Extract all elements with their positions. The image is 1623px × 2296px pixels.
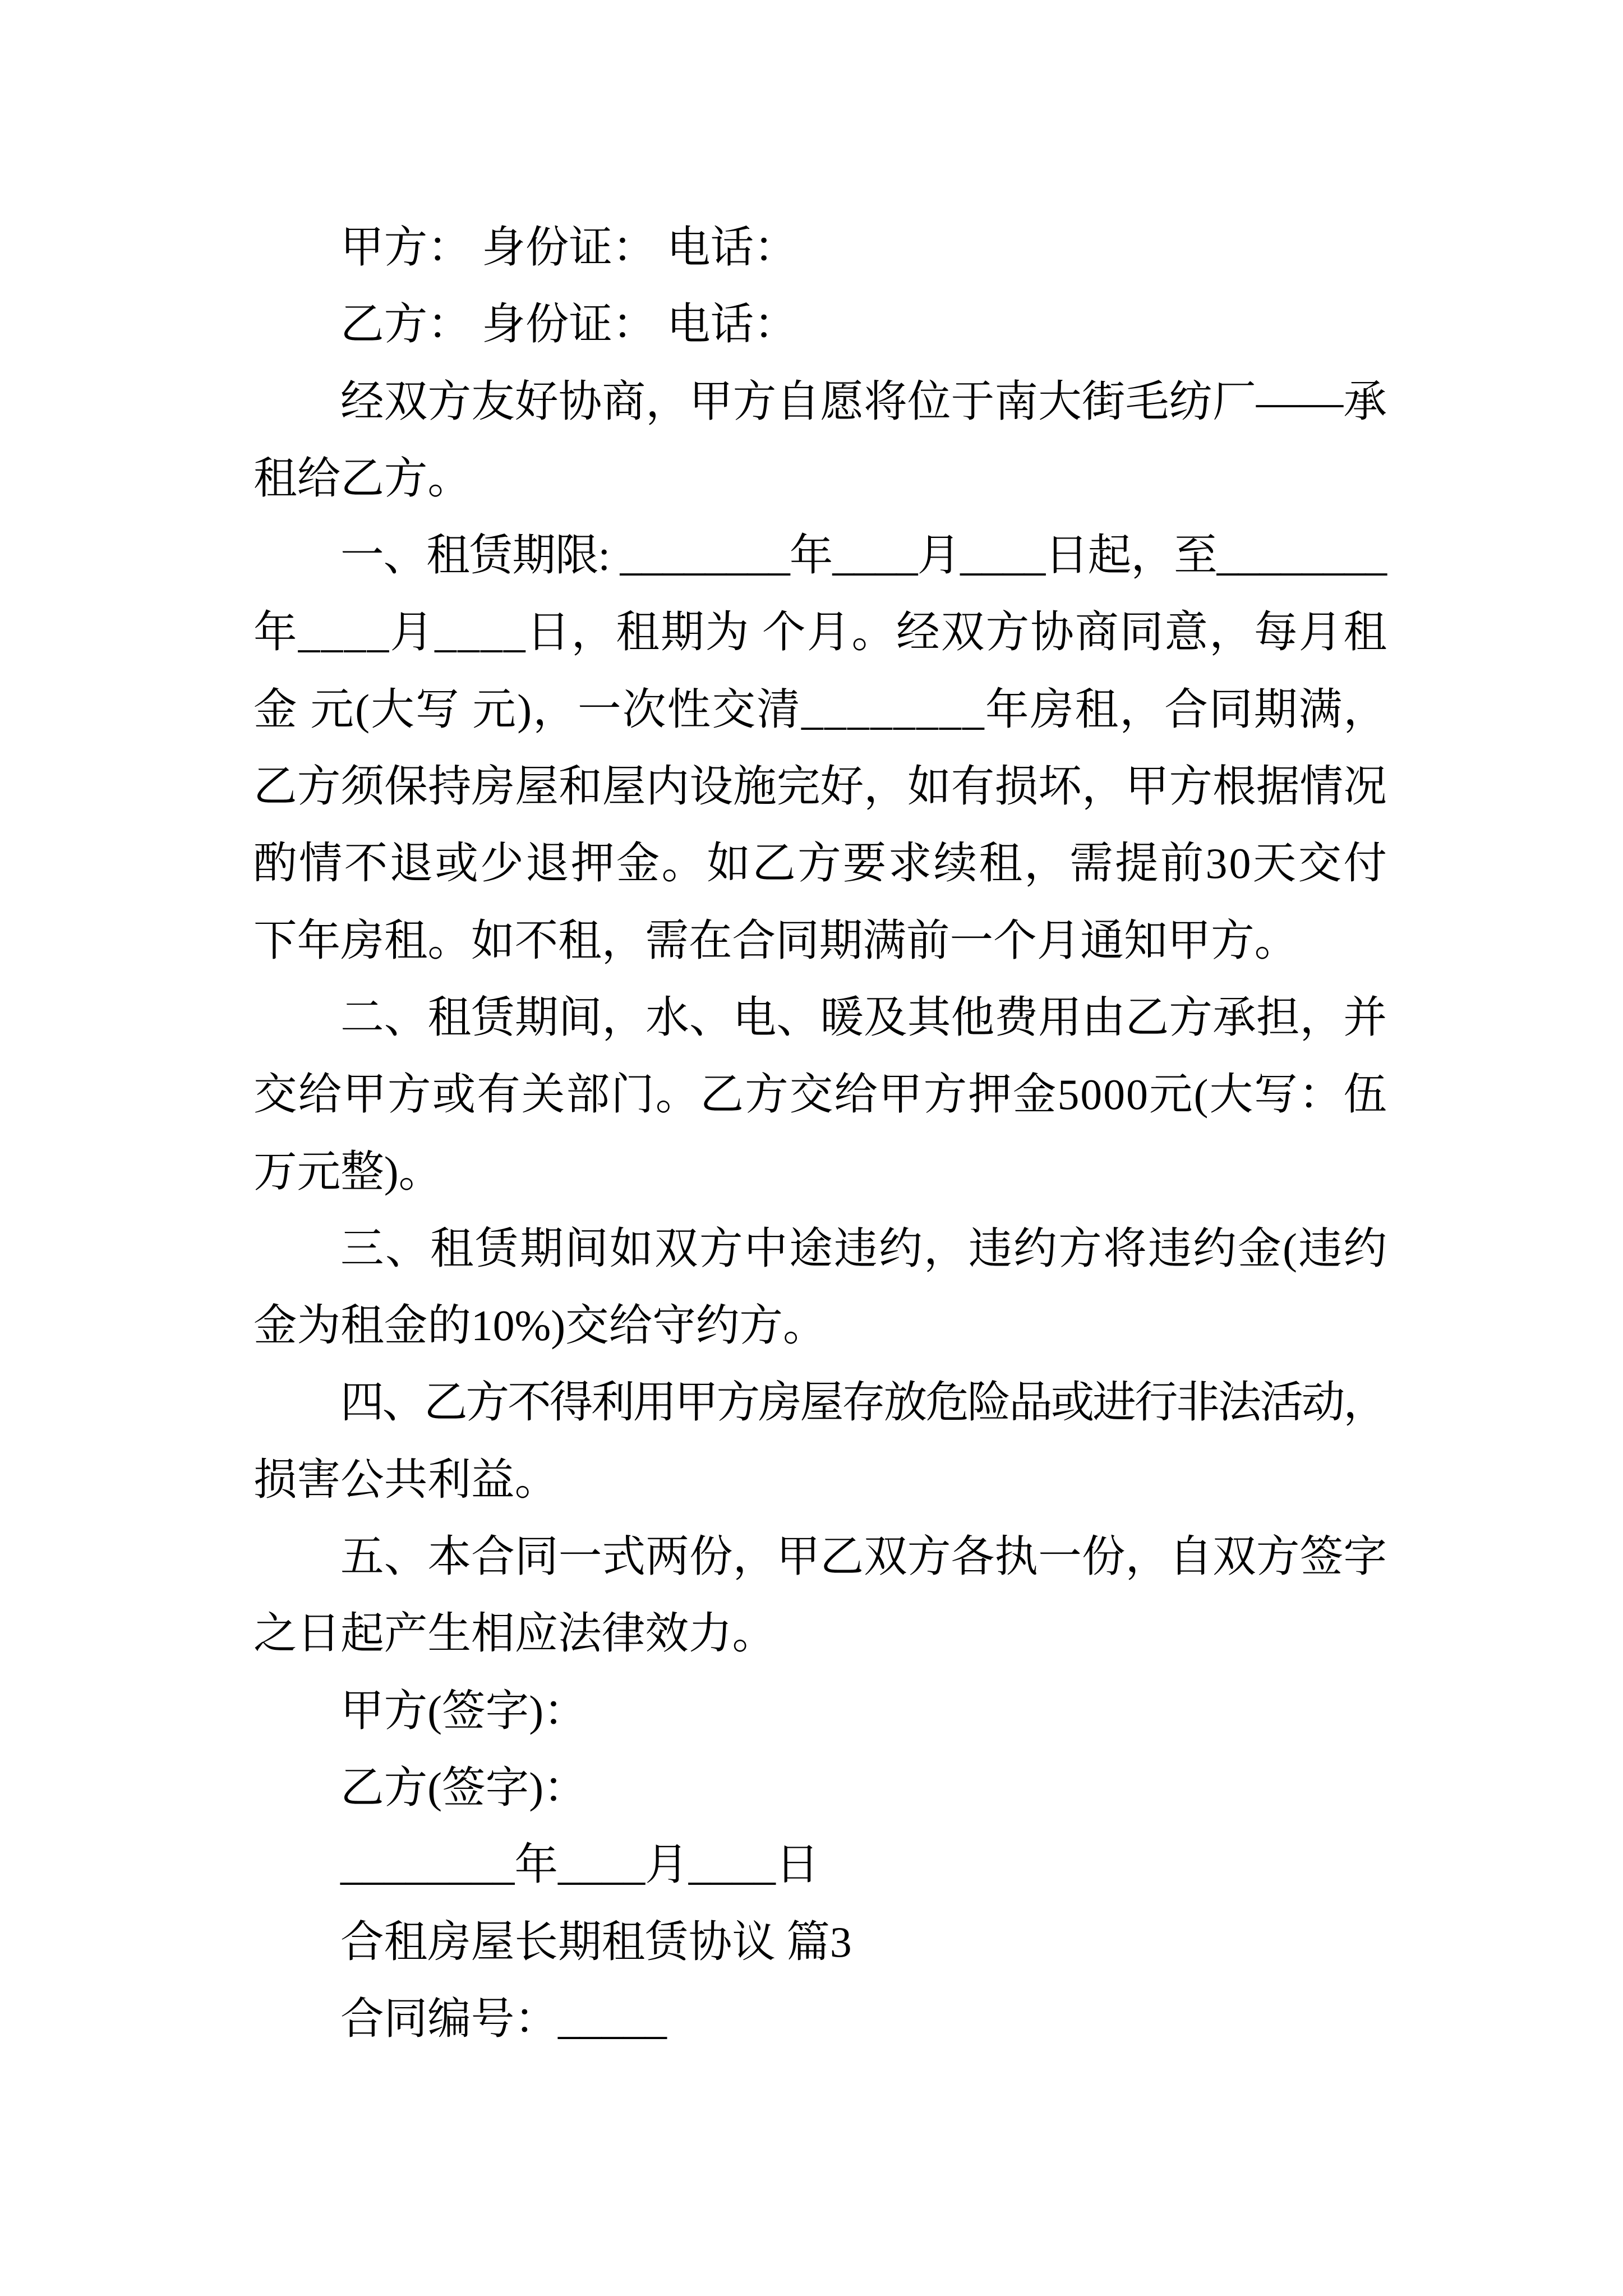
clause-5-line: 之日起产生相应法律效力。 — [253, 1609, 776, 1658]
clause-1-line: 金 元(大写 元)，一次性交清________年房租，合同期满， — [253, 685, 1389, 734]
party-b-line: 乙方： 身份证： 电话： — [340, 300, 797, 349]
document-page — [253, 209, 1387, 2058]
clause-1-lease-term — [253, 517, 1387, 979]
clause-1-line: 下年房租。如不租，需在合同期满前一个月通知甲方。 — [253, 916, 1298, 965]
clause-1-line: 年____月____日，租期为 个月。经双方协商同意，每月租 — [253, 608, 1389, 657]
clause-3-line: 三、租赁期间如双方中途违约，违约方将违约金(违约 — [340, 1224, 1389, 1273]
clause-2-fees-deposit — [253, 979, 1387, 1211]
intro-line: 经双方友好协商，甲方自愿将位于南大街毛纺厂——承 — [340, 377, 1387, 426]
clause-2-line: 二、租赁期间，水、电、暖及其他费用由乙方承担，并 — [340, 993, 1387, 1042]
intro-line: 租给乙方。 — [253, 454, 471, 503]
clause-4-line: 损害公共利益。 — [253, 1455, 559, 1504]
intro-paragraph — [253, 364, 1387, 518]
section-title: 合租房屋长期租赁协议 篇3 — [340, 1917, 852, 1966]
signing-date: ________年____月____日 — [340, 1841, 819, 1889]
clause-1-line: 一、租赁期限: ________年____月____日起，至________ — [340, 531, 1386, 580]
clause-2-line: 交给甲方或有关部门。乙方交给甲方押金5000元(大写：伍 — [253, 1070, 1389, 1119]
clause-5-line: 五、本合同一式两份，甲乙双方各执一份，自双方签字 — [340, 1533, 1387, 1581]
clause-2-line: 万元整)。 — [253, 1147, 442, 1196]
party-a-info — [253, 209, 1387, 286]
party-a-line: 甲方： 身份证： 电话： — [340, 223, 797, 272]
clause-1-line: 酌情不退或少退押金。如乙方要求续租，需提前30天交付 — [253, 839, 1389, 888]
party-b-info — [253, 286, 1387, 363]
clause-1-line: 乙方须保持房屋和屋内设施完好，如有损坏，甲方根据情况 — [253, 762, 1387, 811]
party-b-signature: 乙方(签字)： — [340, 1763, 587, 1812]
clause-5-copies — [253, 1519, 1387, 1673]
clause-4-prohibited-use — [253, 1364, 1387, 1519]
contract-number: 合同编号：_____ — [340, 1994, 667, 2043]
clause-3-breach — [253, 1211, 1387, 1365]
clause-4-line: 四、乙方不得利用甲方房屋存放危险品或进行非法活动， — [340, 1378, 1385, 1427]
party-a-signature: 甲方(签字)： — [340, 1686, 587, 1735]
clause-3-line: 金为租金的10%)交给守约方。 — [253, 1301, 827, 1350]
